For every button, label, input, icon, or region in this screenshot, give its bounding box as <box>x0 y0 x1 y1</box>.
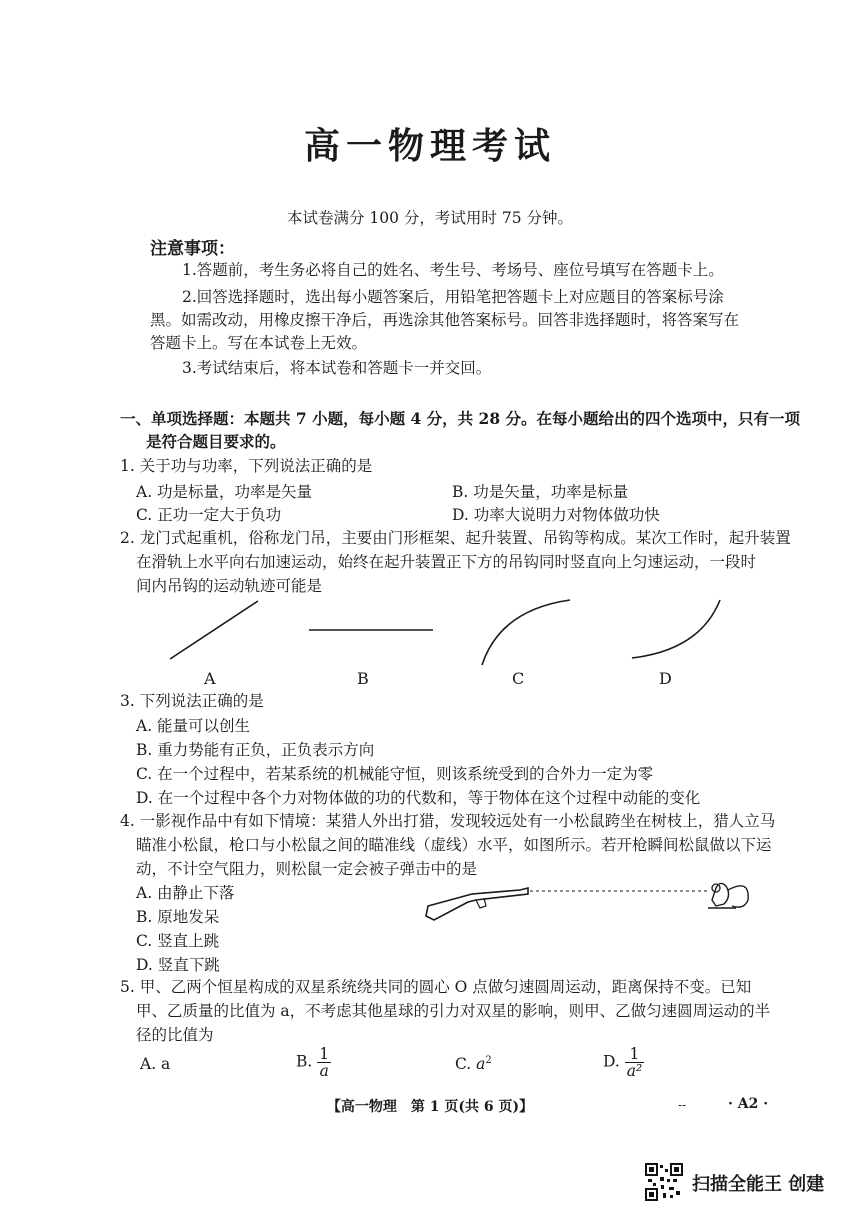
notice-item-1: 1.答题前，考生务必将自己的姓名、考生号、考场号、座位号填写在答题卡上。 <box>182 261 724 279</box>
trajectory-figures <box>0 595 860 675</box>
footer-dash: -- <box>678 1098 687 1112</box>
q3-option-b: B. 重力势能有正负，正负表示方向 <box>136 741 375 759</box>
page-footer: 【高一物理 第 1 页(共 6 页)】 <box>326 1099 534 1115</box>
q4-stem-3: 动，不计空气阻力，则松鼠一定会被子弹击中的是 <box>136 860 478 878</box>
figure-label-d: D <box>659 669 672 688</box>
scanner-watermark: 扫描全能王 创建 <box>692 1174 825 1195</box>
q5-option-b-fraction <box>317 1046 331 1079</box>
page-title: 高一物理考试 <box>303 126 556 167</box>
section-heading: 一、单项选择题：本题共 7 小题，每小题 4 分，共 28 分。在每小题给出的四个选项中，只有一项 <box>120 409 801 428</box>
q5-option-d-denominator: a² <box>626 1062 643 1080</box>
q5-option-d-numerator: 1 <box>625 1046 644 1063</box>
squirrel-icon <box>708 883 748 908</box>
footer-version-code: · A2 · <box>728 1096 769 1112</box>
q2-stem-1: 2. 龙门式起重机，俗称龙门吊，主要由门形框架、起升装置、吊钩等构成。某次工作时，起升装置 <box>120 529 791 547</box>
q5-option-d-fraction <box>625 1046 644 1079</box>
figure-label-a: A <box>204 669 216 688</box>
q3-option-c: C. 在一个过程中，若某系统的机械能守恒，则该系统受到的合外力一定为零 <box>136 765 654 783</box>
q5-option-c-prefix: C. <box>455 1055 472 1074</box>
q4-stem-1: 4. 一影视作品中有如下情境：某猎人外出打猎，发现较远处有一小松鼠跨坐在树枝上，猎人立马 <box>120 812 776 830</box>
figure-label-c: C <box>512 669 525 688</box>
q5-stem-2: 甲、乙质量的比值为 a，不考虑其他星球的引力对双星的影响，则甲、乙做匀速圆周运动的半 <box>136 1002 771 1020</box>
q5-option-d <box>603 1046 644 1079</box>
q3-option-d: D. 在一个过程中各个力对物体做的功的代数和，等于物体在这个过程中动能的变化 <box>136 789 701 807</box>
hunter-squirrel-figure <box>420 878 760 928</box>
notice-heading: 注意事项： <box>150 239 235 259</box>
q1-option-d: D. 功率大说明力对物体做功快 <box>452 506 660 524</box>
q5-option-b-prefix: B. <box>296 1052 313 1071</box>
q1-stem: 1. 关于功与功率，下列说法正确的是 <box>120 457 373 475</box>
trajectory-a-line <box>170 601 258 659</box>
q3-option-a: A. 能量可以创生 <box>136 717 251 735</box>
qr-code-icon <box>645 1163 683 1201</box>
q4-option-a: A. 由静止下落 <box>136 884 235 902</box>
q5-stem-1: 5. 甲、乙两个恒星构成的双星系统绕共同的圆心 O 点做匀速圆周运动，距离保持不变。已知 <box>120 978 752 996</box>
q5-option-c-base: a <box>476 1055 486 1074</box>
q4-option-d: D. 竖直下跳 <box>136 956 220 974</box>
notice-item-2b: 黑。如需改动，用橡皮擦干净后，再选涂其他答案标号。回答非选择题时，将答案写在 <box>150 311 740 329</box>
q4-option-b: B. 原地发呆 <box>136 908 220 926</box>
trajectory-d-curve <box>632 600 720 658</box>
q2-stem-2: 在滑轨上水平向右加速运动，始终在起升装置正下方的吊钩同时竖直向上匀速运动，一段时 <box>136 553 757 571</box>
q5-option-b <box>296 1046 331 1079</box>
q1-option-c: C. 正功一定大于负功 <box>136 506 282 524</box>
q1-option-b: B. 功是矢量，功率是标量 <box>452 483 629 501</box>
q3-stem: 3. 下列说法正确的是 <box>120 692 264 710</box>
q2-stem-3: 间内吊钩的运动轨迹可能是 <box>136 577 323 595</box>
exam-info: 本试卷满分 100 分，考试用时 75 分钟。 <box>286 209 574 227</box>
q4-stem-2: 瞄准小松鼠，枪口与小松鼠之间的瞄准线（虚线）水平，如图所示。若开枪瞬间松鼠做以下运 <box>136 836 772 854</box>
rifle-icon <box>426 888 528 920</box>
figure-label-b: B <box>357 669 369 688</box>
notice-item-2c: 答题卡上。写在本试卷上无效。 <box>150 334 368 352</box>
q5-option-d-prefix: D. <box>603 1052 620 1071</box>
section-heading-cont: 是符合题目要求的。 <box>146 432 286 451</box>
notice-item-3: 3.考试结束后，将本试卷和答题卡一并交回。 <box>182 359 492 377</box>
q1-option-a: A. 功是标量，功率是矢量 <box>136 483 313 501</box>
q5-option-c <box>455 1055 492 1073</box>
trajectory-c-curve <box>482 600 570 665</box>
q5-option-c-exponent: 2 <box>485 1055 492 1066</box>
q5-option-b-denominator: a <box>319 1062 329 1080</box>
q5-stem-3: 径的比值为 <box>136 1026 214 1044</box>
notice-item-2a: 2.回答选择题时，选出每小题答案后，用铅笔把答题卡上对应题目的答案标号涂 <box>182 288 724 306</box>
q5-option-b-numerator: 1 <box>319 1045 330 1063</box>
q4-option-c: C. 竖直上跳 <box>136 932 220 950</box>
q5-option-a: A. a <box>140 1055 171 1073</box>
